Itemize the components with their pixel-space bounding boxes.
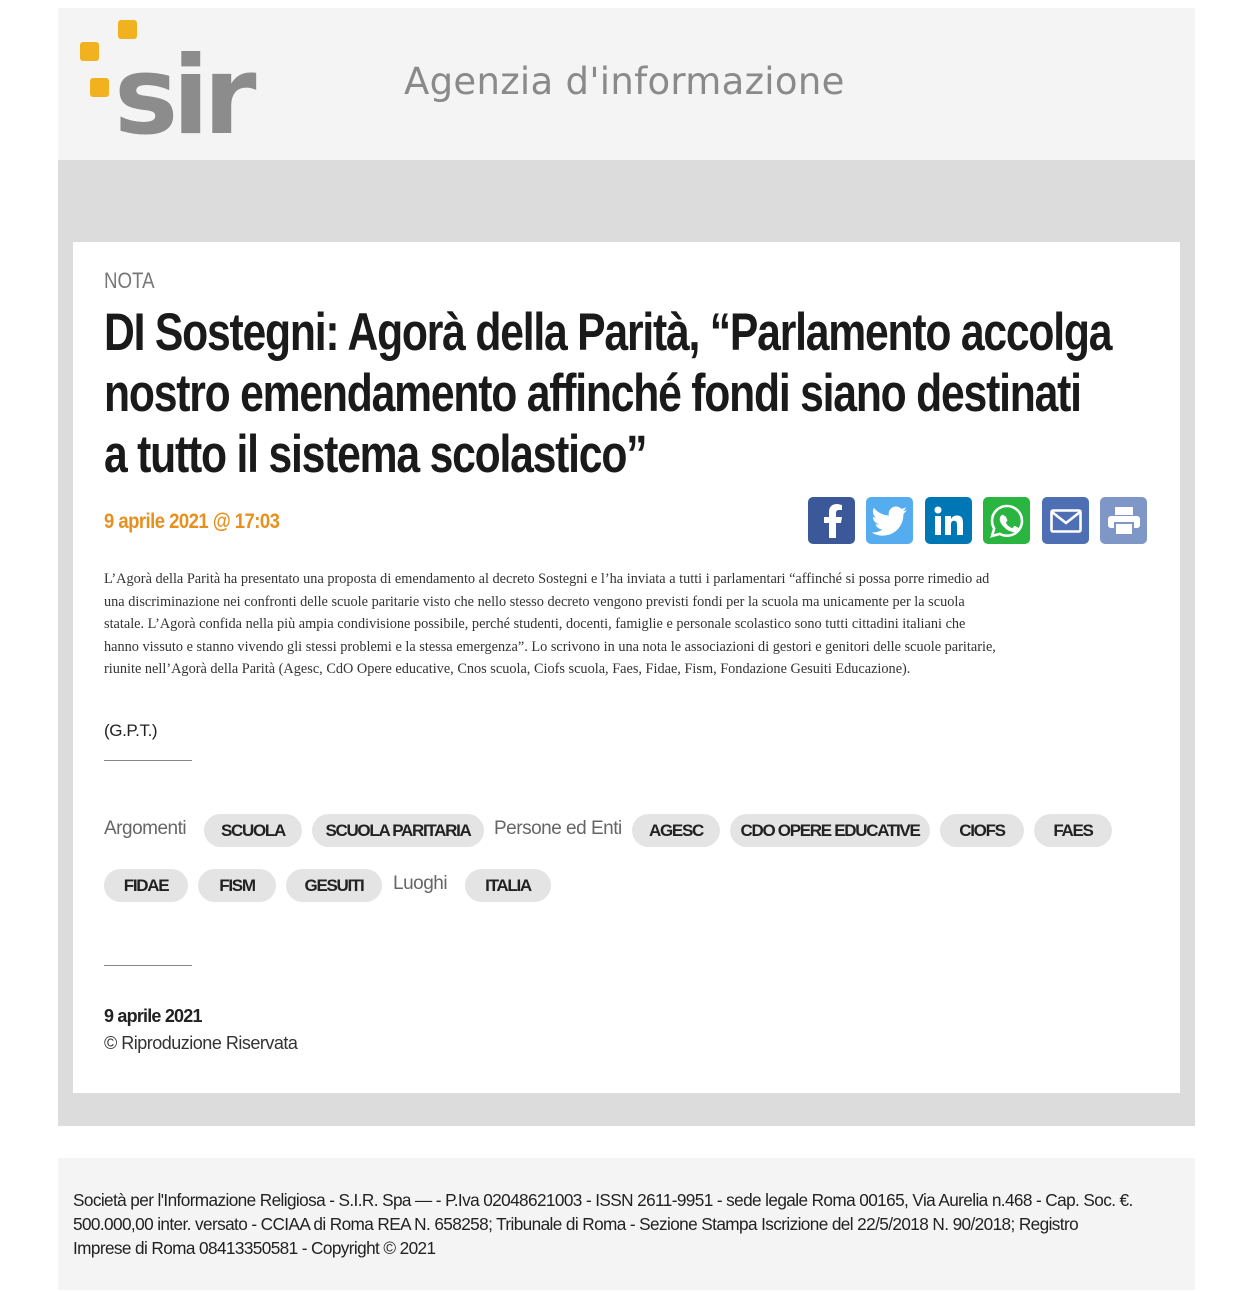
article-body	[104, 568, 1154, 681]
body-line: hanno vissuto e stanno vivendo gli stessi problemi e la stessa emergenza”. Lo scrivono in una nota le associazioni di gestori e genitori delle scuole paritarie,	[104, 638, 996, 655]
sir-logo[interactable]	[80, 20, 270, 140]
tag-fism[interactable]: FISM	[198, 869, 276, 902]
site-header	[58, 8, 1195, 160]
facebook-icon	[819, 504, 845, 538]
twitter-icon	[872, 506, 908, 536]
title-line: nostro emendamento affinché fondi siano destinati	[104, 364, 1081, 423]
footer-line: Imprese di Roma 08413350581 - Copyright © 2021	[73, 1238, 436, 1258]
body-line: riunite nell’Agorà della Parità (Agesc, CdO Opere educative, Cnos scuola, Ciofs scuola, Faes, Fidae, Fism, Fondazione Gesuiti Educazione).	[104, 661, 911, 678]
linkedin-share-button[interactable]	[925, 497, 972, 544]
agency-tagline: Agenzia d'informazione	[404, 60, 845, 103]
body-line: una discriminazione nei confronti delle scuole paritarie visto che nello stesso decreto vengono previsti fondi per la scuola ma unicamente per la scuola	[104, 593, 965, 610]
argomenti-label: Argomenti	[104, 818, 187, 839]
tag-scuola[interactable]: SCUOLA	[204, 814, 302, 847]
tag-ciofs[interactable]: CIOFS	[940, 814, 1024, 847]
tag-gesuiti[interactable]: GESUITI	[286, 869, 382, 902]
footer-line: 500.000,00 inter. versato - CCIAA di Roma REA N. 658258; Tribunale di Roma - Sezione Stampa Iscrizione del 22/5/2018 N. 90/2018; Registro	[73, 1214, 1079, 1234]
whatsapp-share-button[interactable]	[983, 497, 1030, 544]
logo-text: sir	[114, 34, 251, 140]
print-icon	[1107, 506, 1141, 536]
tag-italia[interactable]: ITALIA	[465, 869, 551, 902]
email-share-button[interactable]	[1042, 497, 1089, 544]
divider	[104, 760, 192, 761]
logo-square-1	[80, 42, 99, 61]
whatsapp-icon	[989, 503, 1025, 539]
twitter-share-button[interactable]	[866, 497, 913, 544]
logo-square-3	[90, 78, 109, 97]
copyright-notice: © Riproduzione Riservata	[104, 1033, 298, 1053]
article-date: 9 aprile 2021 @ 17:03	[104, 510, 280, 533]
tag-agesc[interactable]: AGESC	[632, 814, 720, 847]
article-kicker: NOTA	[104, 268, 155, 293]
print-button[interactable]	[1100, 497, 1147, 544]
author-signature: (G.P.T.)	[104, 721, 158, 740]
body-line: L’Agorà della Parità ha presentato una proposta di emendamento al decreto Sostegni e l’ha inviata a tutti i parlamentari “affinché si possa porre rimedio ad	[104, 571, 990, 587]
footer-legal-text	[73, 1188, 1193, 1260]
title-line: a tutto il sistema scolastico”	[104, 425, 647, 484]
title-line: DI Sostegni: Agorà della Parità, “Parlamento accolga	[104, 303, 1112, 362]
divider	[104, 965, 192, 966]
tag-cdo-opere-educative[interactable]: CDO OPERE EDUCATIVE	[730, 814, 930, 847]
tag-faes[interactable]: FAES	[1034, 814, 1112, 847]
tag-fidae[interactable]: FIDAE	[104, 869, 188, 902]
linkedin-icon	[933, 505, 965, 537]
article-title	[104, 302, 1151, 485]
tag-scuola-paritaria[interactable]: SCUOLA PARITARIA	[312, 814, 484, 847]
luoghi-label: Luoghi	[393, 873, 448, 894]
publication-date: 9 aprile 2021	[104, 1006, 202, 1026]
persone-label: Persone ed Enti	[494, 818, 622, 839]
body-line: statale. L’Agorà confida nella più ampia condivisione possibile, perché studenti, docenti, famiglie e personale scolastico sono tutti cittadini italiani che	[104, 616, 966, 633]
footer-line: Società per l'Informazione Religiosa - S.I.R. Spa — - P.Iva 02048621003 - ISSN 2611-9951 - sede legale Roma 00165, Via Aurelia n.468 - Cap. Soc. €.	[73, 1190, 1133, 1210]
email-icon	[1050, 509, 1082, 533]
facebook-share-button[interactable]	[808, 497, 855, 544]
